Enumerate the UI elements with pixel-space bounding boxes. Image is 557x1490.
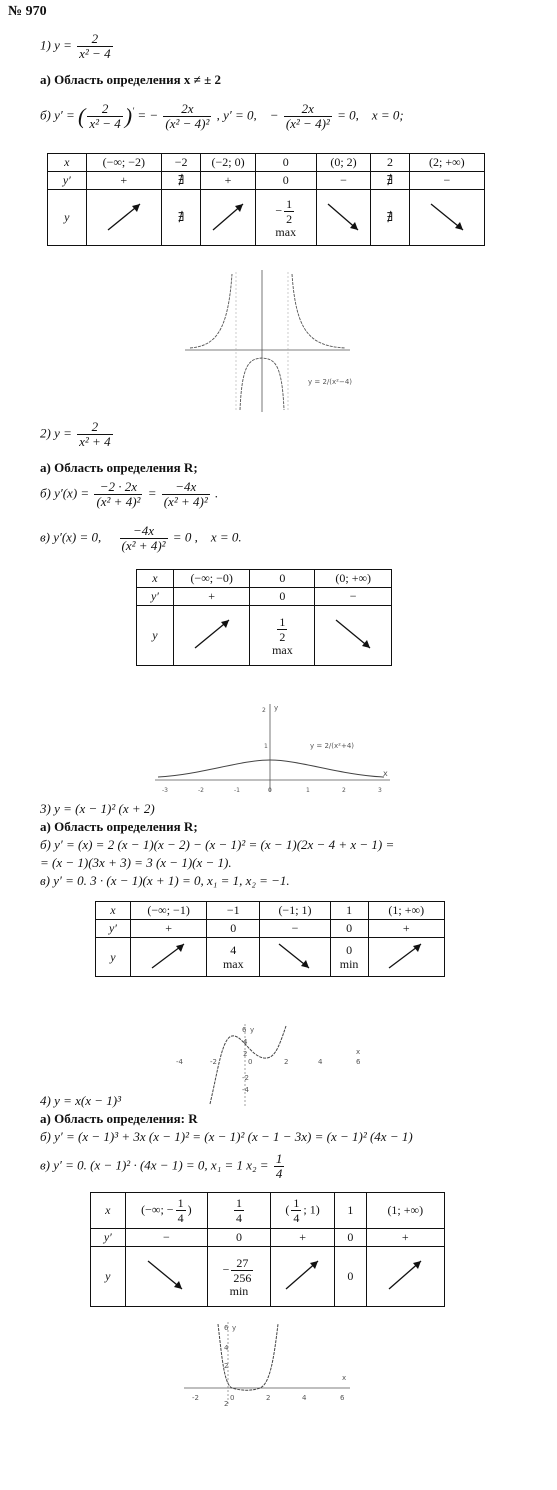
p1-ext-tag: max	[275, 225, 297, 239]
p2-deriv2-num: −4x	[162, 480, 210, 495]
p3-tick-x5: 6	[356, 1058, 361, 1066]
p4-h2-den: 4	[235, 1211, 242, 1225]
p3-min-cell	[330, 938, 368, 977]
p4-d0: y′	[91, 1229, 126, 1247]
p3-max-tag: max	[222, 957, 244, 971]
increasing-arrow-icon	[368, 938, 445, 977]
p3-axis-y: y	[250, 1026, 255, 1034]
p2-tick-x5: 2	[342, 787, 346, 794]
p4-deriv-line: б) y′ = (x − 1)³ + 3x (x − 1)² = (x − 1)² (x − 1 − 3x) = (x − 1)² (4x − 1)	[40, 1129, 413, 1144]
p2-tick-x1: -2	[198, 787, 204, 794]
p1-table	[47, 153, 485, 246]
p4-h3-num: 1	[293, 1196, 300, 1210]
p2-ext-frac	[277, 615, 287, 644]
p3-table	[95, 901, 445, 977]
p4-f0: y	[91, 1247, 126, 1307]
p2-step-v-frac	[120, 524, 168, 553]
p2-num: 2	[77, 420, 112, 435]
p1-lhs: y =	[54, 37, 72, 53]
p1-d5: −	[316, 172, 370, 190]
p2-x-zero: x = 0.	[210, 529, 242, 545]
p4-function	[40, 1093, 121, 1109]
p2-d0: y′	[137, 588, 174, 606]
p3-min-tag: min	[339, 957, 359, 971]
p2-step-v	[40, 524, 242, 553]
increasing-arrow-icon	[173, 606, 250, 666]
p2-fraction	[77, 420, 112, 449]
p4-h1-den: 4	[177, 1211, 184, 1225]
p2-function	[40, 420, 115, 449]
p4-d4: 0	[335, 1229, 366, 1247]
p1-domain: а) Область определения x ≠ ± 2	[40, 72, 221, 87]
p1-deriv-inner-den: x² − 4	[89, 116, 121, 131]
p3-d1: +	[130, 920, 206, 938]
p4-table-deriv-row	[91, 1229, 445, 1247]
increasing-arrow-icon	[270, 1247, 334, 1307]
p3-max-val: 4	[230, 943, 237, 957]
p1-label: 1)	[40, 37, 51, 53]
p4-min-num: 27	[231, 1256, 253, 1271]
p3-tick-x0: -4	[176, 1058, 183, 1066]
p2-table	[136, 569, 392, 666]
p4-tick-y1: 4	[224, 1344, 229, 1352]
p1-deriv-frac	[163, 102, 211, 131]
problem-number: № 970	[8, 4, 47, 19]
p1-h0: x	[48, 154, 87, 172]
p4-h3-frac	[291, 1196, 301, 1225]
p4-h3	[270, 1193, 334, 1229]
p2-extremum	[250, 606, 315, 666]
p3-tick-x3: 2	[284, 1058, 289, 1066]
p2-tick-x0: -3	[162, 787, 168, 794]
p1-h2: −2	[161, 154, 200, 172]
p1-h1: (−∞; −2)	[86, 154, 161, 172]
p2-table-header-row	[137, 570, 392, 588]
p2-graph	[150, 700, 400, 795]
p3-step-v: в) y′ = 0. 3 · (x − 1)(x + 1) = 0, x₁ = 1, x₂ = −1.	[40, 873, 290, 888]
p1-fraction	[77, 32, 112, 61]
p3-tick-y2: 2	[243, 1050, 248, 1058]
p2-deriv2-frac	[162, 480, 210, 509]
p1-d4: 0	[255, 172, 316, 190]
p1-deriv2-num: 2x	[284, 102, 332, 117]
p3-h4: 1	[330, 902, 368, 920]
p1-graph	[180, 262, 360, 412]
decreasing-arrow-icon	[316, 190, 370, 246]
p2-deriv2-den: (x² + 4)²	[163, 494, 208, 509]
p3-graph	[170, 1020, 370, 1110]
p1-ext-num: 1	[286, 197, 293, 211]
p1-ext-frac	[284, 197, 294, 226]
p4-table	[90, 1192, 445, 1307]
p2-tick-x6: 3	[378, 787, 382, 794]
increasing-arrow-icon	[86, 190, 161, 246]
p1-graph-label: y = 2/(x²−4)	[308, 378, 352, 386]
p2-step-v-tail: = 0 ,	[172, 529, 198, 545]
p4-min-den: 256	[233, 1271, 252, 1285]
p4-axis-y: y	[232, 1324, 237, 1332]
p3-min-val: 0	[346, 943, 353, 957]
p2-tick-x3: 0	[268, 787, 272, 794]
p4-step-v-prefix: в) y′ = 0. (x − 1)² · (4x − 1) = 0, x₁ = 1 x₂ =	[40, 1157, 269, 1173]
p1-d2: ∄	[161, 172, 200, 190]
p2-deriv-frac	[94, 480, 142, 509]
p4-label: 4)	[40, 1093, 51, 1108]
p4-d2: 0	[208, 1229, 271, 1247]
p4-graph	[180, 1318, 355, 1410]
p3-d4: 0	[330, 920, 368, 938]
p3-axis-x: x	[356, 1048, 361, 1056]
p4-step-v-den: 4	[275, 1166, 283, 1181]
p2-deriv-prefix: б) y′(x) =	[40, 485, 90, 501]
p4-tick-y0: 6	[224, 1324, 229, 1332]
p3-tick-y0: 6	[242, 1026, 247, 1034]
p4-min-cell	[208, 1247, 271, 1307]
p2-deriv-eq: =	[147, 485, 157, 501]
p1-deriv-tail: , y′ = 0,	[216, 107, 257, 123]
p2-label: 2)	[40, 425, 51, 441]
p2-deriv-num: −2 · 2x	[94, 480, 142, 495]
p1-deriv2-frac	[284, 102, 332, 131]
p2-h3: (0; +∞)	[315, 570, 392, 588]
p4-min-frac	[231, 1256, 253, 1285]
p1-ext-den: 2	[286, 212, 293, 226]
p3-tick-y4: -4	[242, 1086, 249, 1094]
p4-h1-num: 1	[177, 1196, 184, 1210]
p3-d2: 0	[207, 920, 260, 938]
p3-tick-x2: 0	[248, 1058, 253, 1066]
increasing-arrow-icon	[130, 938, 206, 977]
p4-d3: +	[270, 1229, 334, 1247]
p3-h1: (−∞; −1)	[130, 902, 206, 920]
p3-label: 3)	[40, 801, 51, 816]
p4-h4: 1	[335, 1193, 366, 1229]
p1-d6: ∄	[371, 172, 409, 190]
p2-step-v-den: (x² + 4)²	[121, 538, 166, 553]
p1-deriv-prefix: б) y′ =	[40, 107, 75, 123]
p1-h7: (2; +∞)	[409, 154, 484, 172]
p2-table-deriv-row	[137, 588, 392, 606]
p4-d1: −	[125, 1229, 207, 1247]
p2-domain: а) Область определения R;	[40, 460, 198, 475]
p4-h5: (1; +∞)	[366, 1193, 444, 1229]
p4-curve	[218, 1324, 278, 1390]
p1-table-header-row	[48, 154, 485, 172]
p3-d5: +	[368, 920, 445, 938]
p1-deriv-num: 2x	[163, 102, 211, 117]
curve-left-branch	[190, 274, 232, 348]
p4-h3-den: 4	[293, 1211, 300, 1225]
p2-table-func-row	[137, 606, 392, 666]
p4-step-v-num: 1	[275, 1151, 283, 1166]
increasing-arrow-icon	[201, 190, 255, 246]
p3-tick-y1: 4	[243, 1038, 248, 1046]
p2-d3: −	[315, 588, 392, 606]
p2-step-v-num: −4x	[120, 524, 168, 539]
p4-func: y = x(x − 1)³	[54, 1093, 122, 1108]
p1-table-deriv-row	[48, 172, 485, 190]
p2-deriv-tail: .	[214, 485, 219, 501]
p2-h1: (−∞; −0)	[173, 570, 250, 588]
p1-d7: −	[409, 172, 484, 190]
p1-f6: ∄	[371, 190, 409, 246]
increasing-arrow-icon	[366, 1247, 444, 1307]
p4-table-header-row	[91, 1193, 445, 1229]
p2-tick-x4: 1	[306, 787, 310, 794]
p2-d1: +	[173, 588, 250, 606]
p3-domain: а) Область определения R;	[40, 819, 198, 834]
p3-function	[40, 801, 155, 817]
p3-max-cell	[207, 938, 260, 977]
p3-d3: −	[260, 920, 330, 938]
p4-tick-x3: 4	[302, 1394, 307, 1402]
p3-table-header-row	[96, 902, 445, 920]
p1-h4: 0	[255, 154, 316, 172]
p2-f0: y	[137, 606, 174, 666]
p1-d0: y′	[48, 172, 87, 190]
p1-deriv2-den: (x² − 4)²	[285, 116, 330, 131]
p2-deriv-den: (x² + 4)²	[96, 494, 141, 509]
p4-d5: +	[366, 1229, 444, 1247]
p3-d0: y′	[96, 920, 131, 938]
p1-deriv-tail2: = 0,	[337, 107, 359, 123]
p2-h0: x	[137, 570, 174, 588]
p3-table-deriv-row	[96, 920, 445, 938]
p4-tick-x2: 2	[266, 1394, 271, 1402]
p1-h3: (−2; 0)	[201, 154, 255, 172]
p4-h0: x	[91, 1193, 126, 1229]
p4-h1	[125, 1193, 207, 1229]
p3-tick-x1: -2	[210, 1058, 217, 1066]
p2-graph-label: y = 2/(x²+4)	[310, 742, 354, 750]
p3-h3: (−1; 1)	[260, 902, 330, 920]
p4-h1-prefix: (−∞; −	[141, 1202, 174, 1217]
decreasing-arrow-icon	[409, 190, 484, 246]
p1-deriv-eq: = −	[137, 107, 159, 123]
p2-tick-y: 1	[264, 743, 268, 750]
p2-lhs: y =	[54, 425, 72, 441]
p2-ext-tag: max	[272, 643, 293, 657]
p2-den: x² + 4	[79, 434, 111, 449]
p1-h5: (0; 2)	[316, 154, 370, 172]
p3-deriv-line1: б) y′ = (x) = 2 (x − 1)(x − 2) − (x − 1)² = (x − 1)(2x − 4 + x − 1) =	[40, 837, 395, 852]
p3-h5: (1; +∞)	[368, 902, 445, 920]
p4-tick-x1: 0	[230, 1394, 235, 1402]
p1-den: x² − 4	[79, 46, 111, 61]
curve-right-branch	[292, 274, 345, 348]
p1-d3: +	[201, 172, 255, 190]
p2-derivative	[40, 480, 218, 509]
p4-h2-num: 1	[235, 1196, 242, 1210]
p1-f0: y	[48, 190, 87, 246]
p1-ext-sign: −	[275, 203, 283, 218]
decreasing-arrow-icon	[260, 938, 330, 977]
p2-h2: 0	[250, 570, 315, 588]
p2-y-top: 2	[262, 707, 266, 714]
p4-val-at-1: 0	[335, 1247, 366, 1307]
p4-min-tag: min	[229, 1284, 249, 1298]
p1-deriv-inner	[87, 102, 122, 131]
p4-table-func-row	[91, 1247, 445, 1307]
p1-table-func-row	[48, 190, 485, 246]
p3-func: y = (x − 1)² (x + 2)	[54, 801, 155, 816]
p4-tick-x4: 6	[340, 1394, 345, 1402]
p1-d1: +	[86, 172, 161, 190]
p4-step-v-frac	[274, 1152, 285, 1181]
p4-step-v	[40, 1152, 286, 1181]
p4-axis-x: x	[342, 1374, 347, 1382]
p4-tick-x0: -2	[192, 1394, 199, 1402]
p1-h6: 2	[371, 154, 409, 172]
p4-h3-suffix: ; 1)	[303, 1202, 320, 1217]
p4-h2	[208, 1193, 271, 1229]
p4-h1-suffix: )	[187, 1202, 192, 1217]
p3-tick-y3: -2	[242, 1074, 249, 1082]
p2-axis-x: x	[383, 769, 388, 778]
p2-curve	[158, 760, 384, 777]
p3-f0: y	[96, 938, 131, 977]
p3-h0: x	[96, 902, 131, 920]
decreasing-arrow-icon	[125, 1247, 207, 1307]
p1-extremum	[255, 190, 316, 246]
p4-domain: а) Область определения: R	[40, 1111, 198, 1126]
p1-deriv-inner-num: 2	[87, 102, 122, 117]
p3-h2: −1	[207, 902, 260, 920]
p3-tick-x4: 4	[318, 1058, 323, 1066]
p4-tick-y3: 2	[224, 1400, 229, 1408]
p1-num: 2	[77, 32, 112, 47]
p1-function	[40, 32, 115, 61]
p1-x-zero: x = 0;	[371, 107, 404, 123]
p1-derivative: б) y′ = ( $\frac{2}{\text{x² − 4}}$ )′ = − $\frac{2x}{\text{(x² − 4)²}}$ , y′ = 0, − $\frac{2x}{\text{(x² − 4)²}}$ = 0, x = 0;	[40, 101, 404, 131]
p1-deriv-eq2-prefix: −	[269, 107, 279, 123]
p2-ext-num: 1	[279, 615, 286, 629]
p3-deriv-line2: = (x − 1)(3x + 3) = 3 (x − 1)(x − 1).	[40, 855, 232, 870]
p1-deriv-den: (x² − 4)²	[165, 116, 210, 131]
p2-step-v-prefix: в) y′(x) = 0,	[40, 529, 102, 545]
p4-min-sign: −	[222, 1262, 230, 1277]
p1-f2: ∄	[161, 190, 200, 246]
p4-h1-frac	[176, 1196, 186, 1225]
p2-d2: 0	[250, 588, 315, 606]
p4-h3-prefix: (	[285, 1202, 290, 1217]
p2-tick-x2: -1	[234, 787, 240, 794]
p4-tick-y2: 2	[224, 1362, 229, 1370]
p4-h2-frac	[234, 1196, 244, 1225]
p3-table-func-row	[96, 938, 445, 977]
p2-ext-den: 2	[279, 630, 286, 644]
p2-axis-y: y	[274, 704, 279, 712]
decreasing-arrow-icon	[315, 606, 392, 666]
